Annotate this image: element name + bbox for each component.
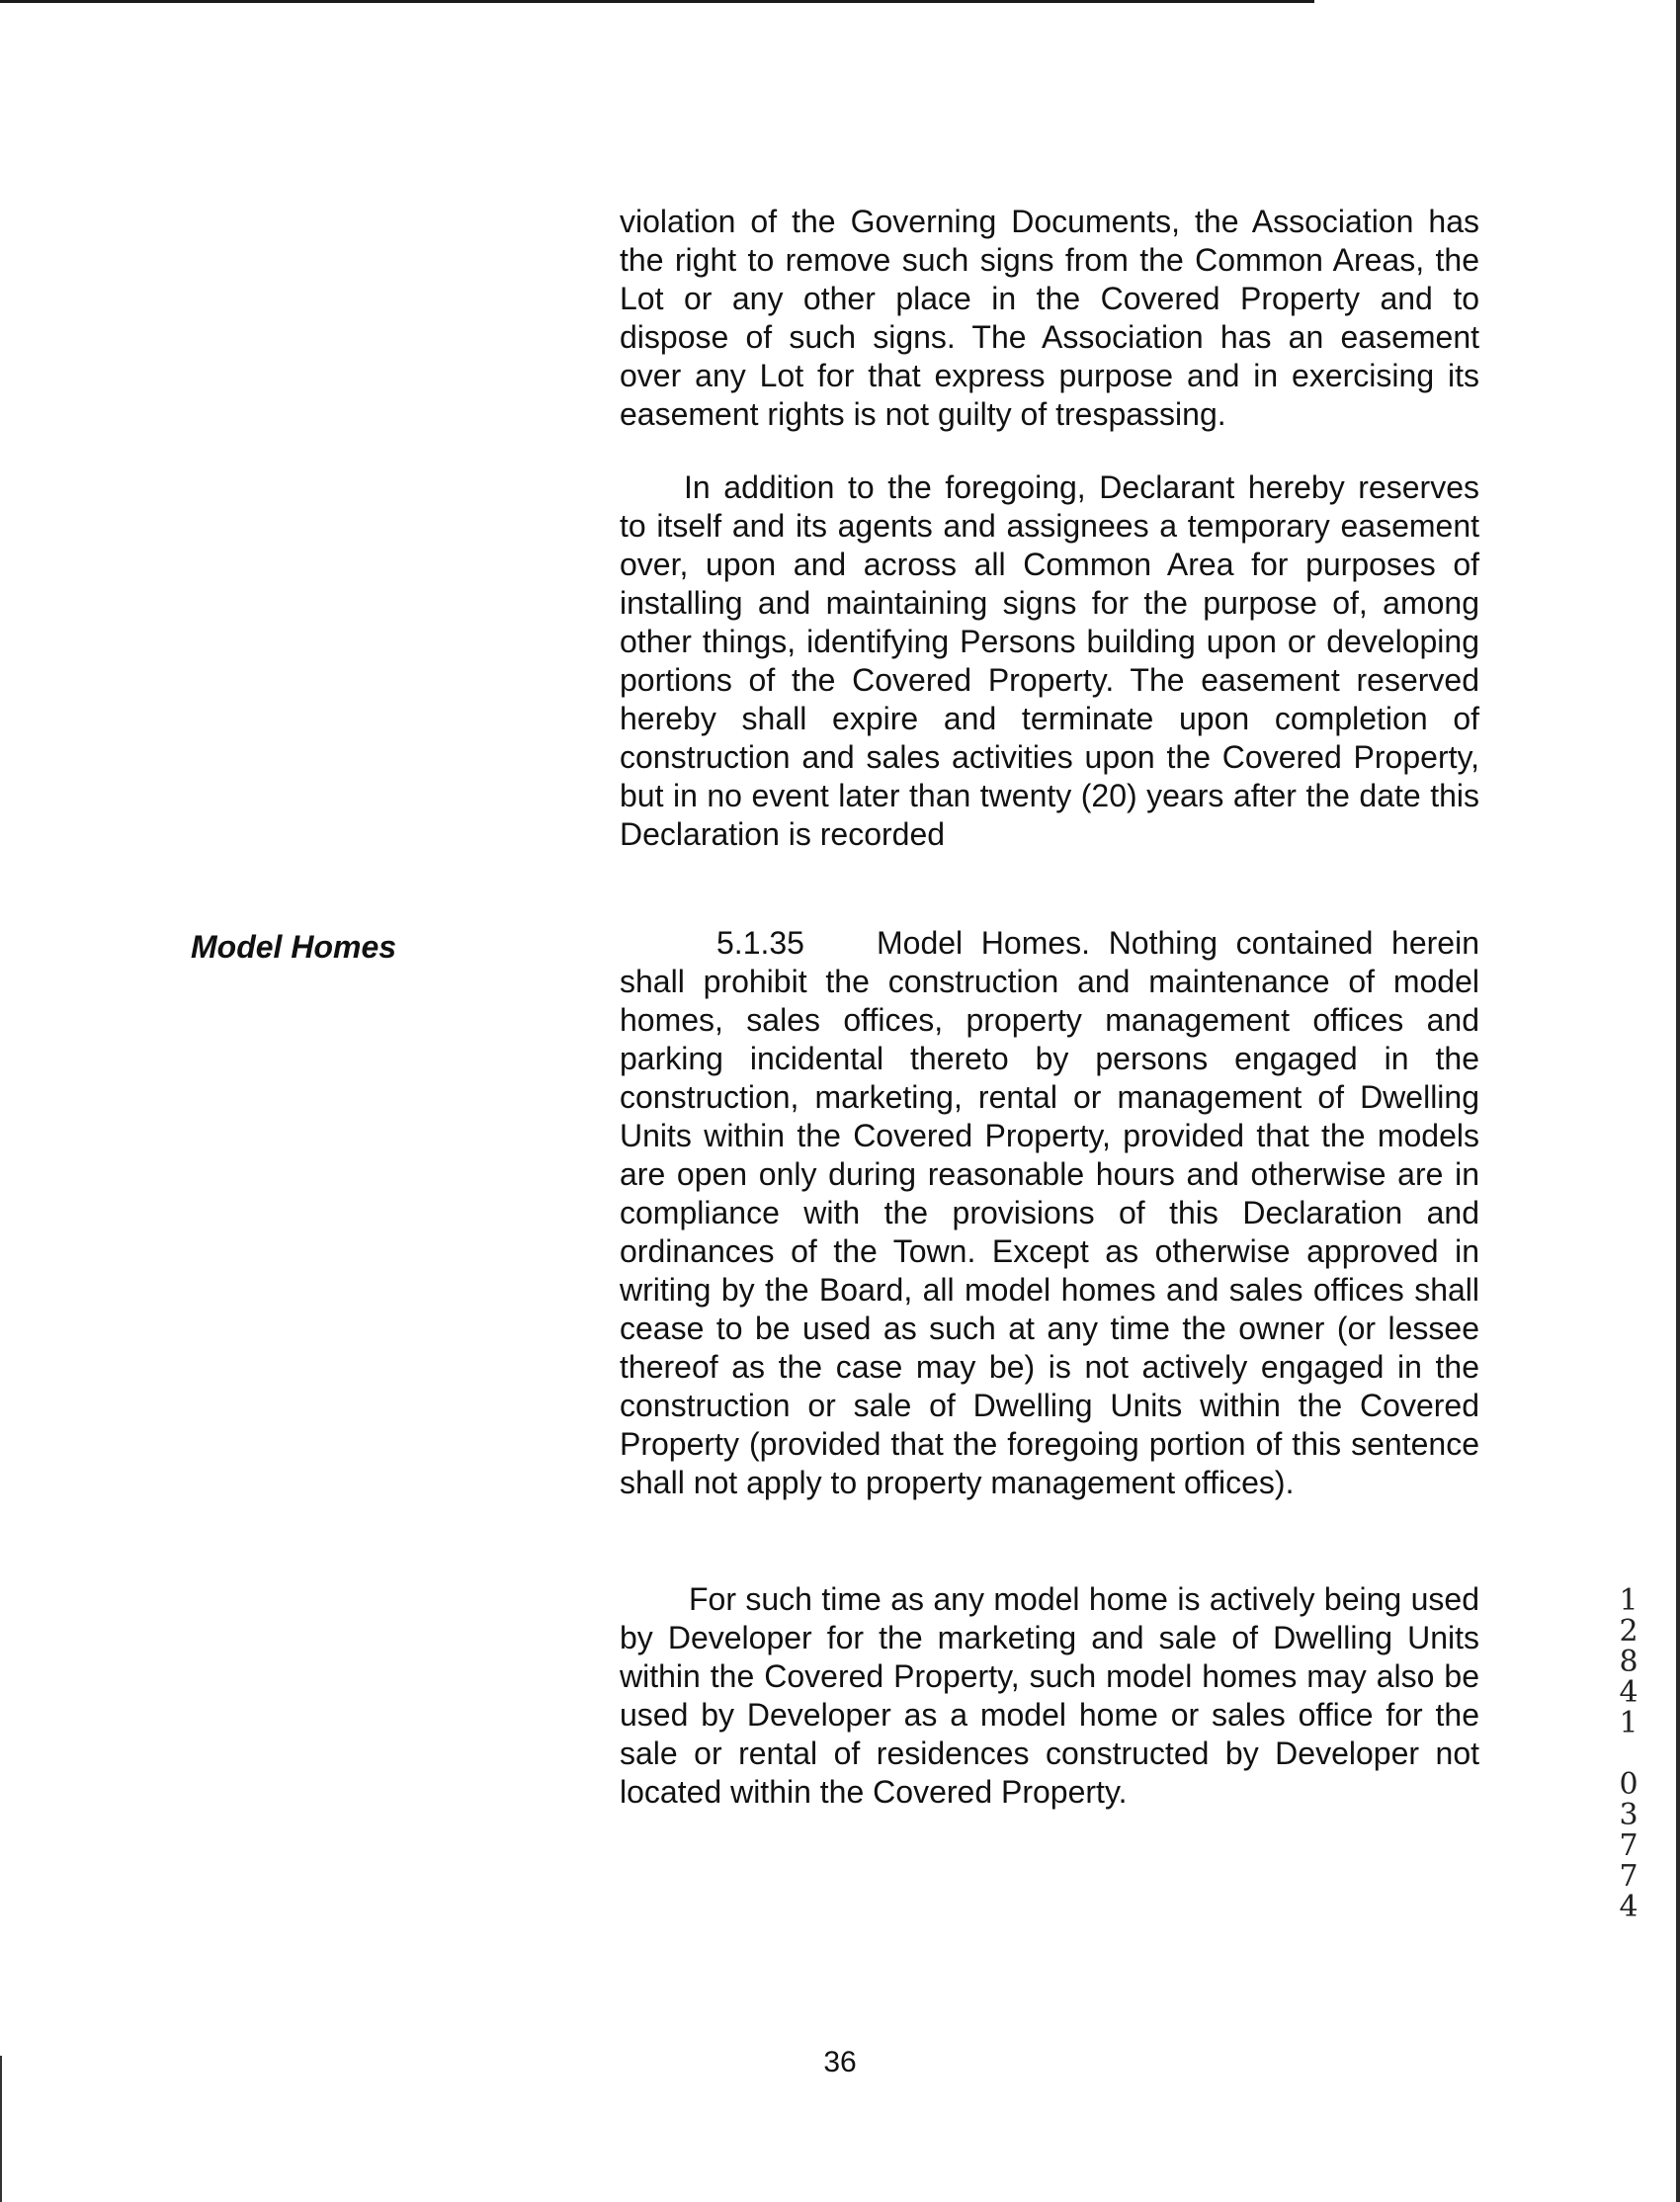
- stamp-char: 7: [1619, 1828, 1638, 1863]
- stamp-char: 7: [1619, 1859, 1638, 1894]
- page-number: 36: [823, 2046, 857, 2078]
- scan-top-edge-line: [0, 0, 1314, 3]
- stamp-char: 8: [1619, 1645, 1638, 1679]
- section-side-heading: Model Homes: [191, 929, 397, 965]
- paragraph-declarant-easement: In addition to the foregoing, Declarant hereby reserves to itself and its agents and assignees a temporary easement over, upon and across all Common Area for purposes of installing and maintaining signs for the purpose of, among other things, identifying Persons building upon or developing portions of the Covered Property. The easement reserved hereby shall expire and terminate upon completion of construction and sales activities upon the Covered Property, but in no event later than twenty (20) years after the date this Declaration is recorded: [620, 469, 1479, 852]
- recording-stamp-number: [1609, 1585, 1648, 1922]
- stamp-char: 0: [1619, 1767, 1638, 1802]
- stamp-char: 1: [1619, 1583, 1638, 1618]
- stamp-char: [1609, 1738, 1648, 1769]
- paragraph-model-homes-text: Model Homes. Nothing contained herein shall prohibit the construction and maintenance of model homes, sales offices, property management offices and parking incidental thereto by persons engaged in the construction, marketing, rental or management of Dwelling Units within the Covered Property, provided that the models are open only during reasonable hours and otherwise are in compliance with the provisions of this Declaration and ordinances of the Town. Except as otherwise approved in writing by the Board, all model homes and sales offices shall cease to be used as such at any time the owner (or lessee thereof as the case may be) is not actively engaged in the construction or sale of Dwelling Units within the Covered Property (provided that the foregoing portion of this sentence shall not apply to property management offices).: [620, 925, 1479, 1500]
- stamp-char: 2: [1619, 1614, 1638, 1649]
- paragraph-developer-use: For such time as any model home is actively being used by Developer for the marketing and sale of Dwelling Units within the Covered Property, such model homes may also be used by Developer as a model home or sales office for the sale or rental of residences constructed by Developer not located within the Covered Property.: [620, 1581, 1479, 1810]
- scan-right-edge: [1676, 0, 1680, 2202]
- stamp-char: 3: [1619, 1798, 1638, 1832]
- paragraph-model-homes: [620, 924, 1479, 1502]
- section-number: 5.1.35: [716, 925, 804, 961]
- stamp-char: 4: [1619, 1890, 1638, 1924]
- paragraph-sign-removal: violation of the Governing Documents, the Association has the right to remove such signs from the Common Areas, the Lot or any other place in the Covered Property and to dispose of such signs. The Association has an easement over any Lot for that express purpose and in exercising its easement rights is not guilty of trespassing.: [620, 204, 1479, 432]
- stamp-char: 4: [1619, 1675, 1638, 1710]
- stamp-char: 1: [1619, 1706, 1638, 1740]
